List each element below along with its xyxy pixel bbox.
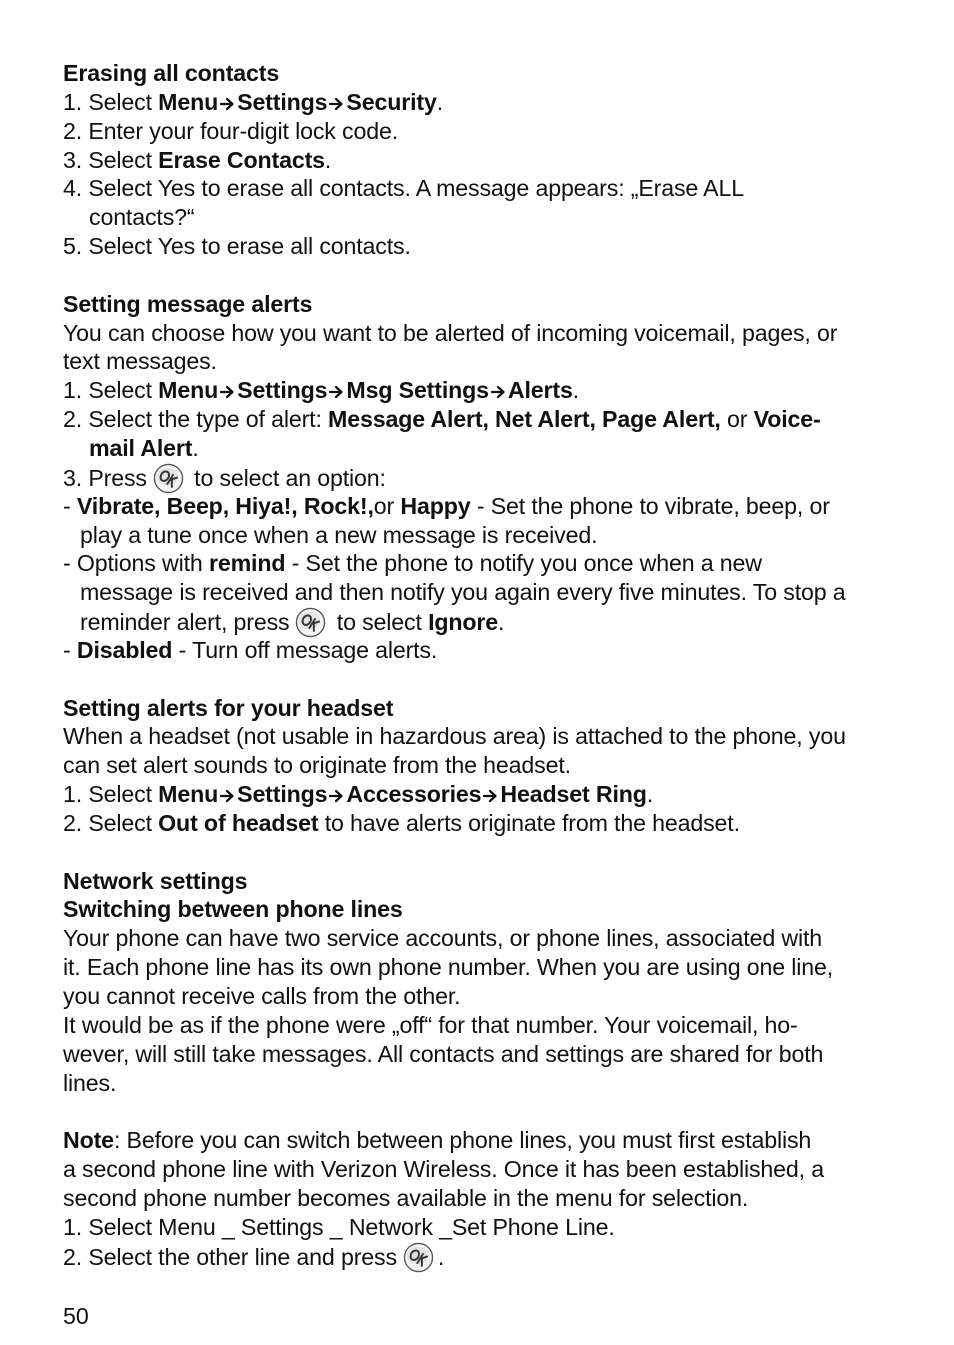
right-arrow-icon (220, 789, 235, 803)
page-number: 50 (63, 1303, 89, 1329)
alerts-step-1: 1. Select Menu Settings Msg Settings Alerts. (63, 377, 580, 404)
network-note-cont-2: second phone number becomes available in the menu for selection. (63, 1184, 749, 1211)
ok-key-icon (295, 607, 326, 638)
alerts-intro: You can choose how you want to be alerted of incoming voicemail, pages, or (63, 319, 838, 346)
network-paragraph-2-cont-2: lines. (63, 1069, 117, 1096)
right-arrow-icon (491, 385, 506, 399)
erasing-step-5: 5. Select Yes to erase all contacts. (63, 233, 411, 260)
erasing-step-1: 1. Select Menu Settings Security. (63, 88, 444, 115)
alerts-option-sounds: - Vibrate, Beep, Hiya!, Rock!,or Happy - Set the phone to vibrate, beep, or (63, 492, 830, 519)
network-paragraph-1-cont-2: you cannot receive calls from the other. (63, 983, 461, 1009)
alerts-option-remind-cont-2: reminder alert, press to select Ignore. (63, 607, 899, 636)
erasing-step-2: 2. Enter your four-digit lock code. (63, 117, 398, 144)
alerts-step-2: 2. Select the type of alert: Message Alert, Net Alert, Page Alert, or Voice- (63, 406, 821, 433)
erasing-step-4-cont: contacts?“ (89, 204, 195, 231)
right-arrow-icon (483, 789, 498, 803)
alerts-step-3: 3. Press to select an option: (63, 463, 899, 492)
section-heading-alerts: Setting message alerts (63, 290, 313, 317)
right-arrow-icon (220, 385, 235, 399)
headset-intro: When a headset (not usable in hazardous area) is attached to the phone, you (63, 723, 846, 750)
section-heading-headset: Setting alerts for your headset (63, 694, 394, 721)
network-paragraph-1: Your phone can have two service accounts, or phone lines, associated with (63, 925, 823, 952)
network-note-cont: a second phone line with Verizon Wireless. Once it has been established, a (63, 1156, 824, 1183)
right-arrow-icon (329, 385, 344, 399)
headset-step-2: 2. Select Out of headset to have alerts originate from the headset. (63, 809, 740, 836)
network-paragraph-1-cont: it. Each phone line has its own phone number. When you are using one line, (63, 954, 834, 981)
network-step-1: 1. Select Menu _ Settings _ Network _Set Phone Line. (63, 1213, 615, 1240)
ok-key-icon (403, 1242, 434, 1273)
network-step-2: 2. Select the other line and press . (63, 1242, 899, 1271)
erasing-step-4: 4. Select Yes to erase all contacts. A message appears: „Erase ALL (63, 175, 744, 202)
alerts-option-sounds-cont: play a tune once when a new message is received. (80, 521, 598, 548)
network-paragraph-2: It would be as if the phone were „off“ for that number. Your voicemail, ho- (63, 1011, 798, 1038)
section-heading-erasing: Erasing all contacts (63, 60, 280, 86)
network-note: Note: Before you can switch between phone lines, you must first establish (63, 1127, 812, 1154)
alerts-option-remind: - Options with remind - Set the phone to notify you once when a new (63, 550, 762, 577)
section-heading-network: Network settings (63, 867, 248, 894)
network-paragraph-2-cont: wever, will still take messages. All contacts and settings are shared for both (63, 1040, 824, 1067)
ok-key-icon (153, 463, 184, 494)
alerts-option-disabled: - Disabled - Turn off message alerts. (63, 636, 438, 663)
right-arrow-icon (220, 97, 235, 111)
erasing-step-3: 3. Select Erase Contacts. (63, 146, 332, 173)
headset-step-1: 1. Select Menu Settings Accessories Headset Ring. (63, 781, 654, 808)
headset-intro-cont: can set alert sounds to originate from the headset. (63, 752, 571, 779)
subheading-switching-lines: Switching between phone lines (63, 896, 403, 923)
alerts-option-remind-cont: message is received and then notify you again every five minutes. To stop a (80, 579, 846, 606)
alerts-step-2-cont: mail Alert. (89, 434, 199, 461)
right-arrow-icon (329, 97, 344, 111)
manual-page (63, 59, 899, 1270)
alerts-intro-cont: text messages. (63, 348, 217, 375)
right-arrow-icon (329, 789, 344, 803)
